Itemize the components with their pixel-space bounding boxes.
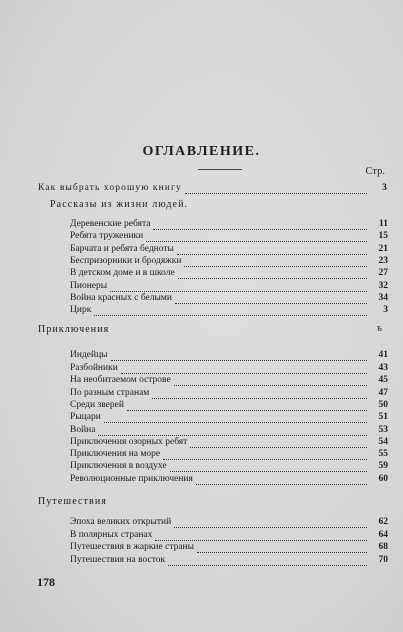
toc-entry bbox=[70, 218, 388, 230]
leader-dots bbox=[197, 543, 367, 553]
leader-dots bbox=[127, 401, 367, 411]
leader-dots bbox=[146, 232, 367, 242]
toc-entry-label: Как выбрать хорошую книгу bbox=[38, 183, 182, 193]
toc-entry-page: 47 bbox=[378, 388, 388, 398]
toc-entry bbox=[70, 399, 388, 411]
leader-dots bbox=[152, 389, 367, 399]
toc-entry-label: Путешествия на восток bbox=[70, 555, 166, 565]
toc-entry bbox=[70, 529, 388, 541]
leader-dots bbox=[153, 220, 367, 230]
section-heading-adventures: Приключения bbox=[38, 324, 110, 335]
toc-entry-label: Приключения на море bbox=[70, 449, 161, 459]
toc-entry-label: В детском доме и в школе bbox=[70, 268, 175, 278]
leader-dots bbox=[155, 531, 367, 541]
page-column-label: Стр. bbox=[365, 166, 385, 177]
leader-dots bbox=[177, 245, 367, 255]
leader-dots bbox=[104, 413, 367, 423]
toc-entry-label: Разбойники bbox=[70, 363, 118, 373]
toc-entry-label: Барчата и ребята бедноты bbox=[70, 244, 174, 254]
toc-entry bbox=[70, 280, 388, 292]
toc-entry-page: 64 bbox=[378, 530, 388, 540]
toc-entry-label: Цирк bbox=[70, 305, 92, 315]
leader-dots bbox=[121, 364, 367, 374]
leader-dots bbox=[163, 450, 367, 460]
toc-entry bbox=[70, 541, 388, 553]
toc-entry-label: Среди зверей bbox=[70, 400, 124, 410]
toc-entry-label: По разным странам bbox=[70, 388, 150, 398]
leader-dots bbox=[170, 462, 367, 472]
toc-entry-label: Эпоха великих открытий bbox=[70, 517, 172, 527]
leader-dots bbox=[94, 306, 367, 316]
toc-entry-label: Пионеры bbox=[70, 281, 108, 291]
toc-entry-page: 60 bbox=[378, 474, 388, 484]
section-heading-travels: Путешествия bbox=[38, 496, 107, 507]
toc-entry-label: Деревенские ребята bbox=[70, 219, 151, 229]
toc-entry bbox=[70, 255, 388, 267]
toc-entry-label: Приключения в воздухе bbox=[70, 461, 167, 471]
title-rule bbox=[198, 169, 242, 170]
toc-entry bbox=[70, 460, 388, 472]
toc-entry-label: Рыцари bbox=[70, 412, 101, 422]
leader-dots bbox=[174, 376, 367, 386]
toc-entry bbox=[70, 374, 388, 386]
toc-entry-page: 27 bbox=[378, 268, 388, 278]
toc-entry bbox=[70, 436, 388, 448]
toc-entry-page: 41 bbox=[378, 350, 388, 360]
toc-entry-page: 3 bbox=[383, 305, 388, 315]
toc-entry bbox=[70, 243, 388, 255]
leader-dots bbox=[111, 351, 367, 361]
toc-entry-label: Беспризорники и бродяжки bbox=[70, 256, 182, 266]
toc-entry-label: Война красных с белыми bbox=[70, 293, 172, 303]
toc-entry bbox=[70, 230, 388, 242]
leader-dots bbox=[110, 282, 367, 292]
toc-entry bbox=[70, 292, 388, 304]
leader-dots bbox=[184, 257, 367, 267]
toc-entry-page: 23 bbox=[378, 256, 388, 266]
toc-entry-page: 54 bbox=[378, 437, 388, 447]
leader-dots bbox=[178, 269, 367, 279]
toc-entry-page: 34 bbox=[378, 293, 388, 303]
toc-entry bbox=[70, 554, 388, 566]
toc-entry-label: В полярных странах bbox=[70, 530, 153, 540]
toc-entry-page: 11 bbox=[379, 219, 388, 229]
leader-dots bbox=[190, 438, 367, 448]
toc-entry-page: 62 bbox=[378, 517, 388, 527]
toc-entry-page: 43 bbox=[378, 363, 388, 373]
section-heading-people: Рассказы из жизни людей. bbox=[50, 199, 189, 210]
toc-entry-page: 51 bbox=[378, 412, 388, 422]
toc-entry bbox=[70, 411, 388, 423]
toc-entry bbox=[70, 304, 388, 316]
toc-entry bbox=[70, 516, 388, 528]
toc-entry-page: 68 bbox=[378, 542, 388, 552]
toc-entry bbox=[70, 362, 388, 374]
toc-entry-page: 32 bbox=[378, 281, 388, 291]
toc-entry-label: Революционные приключения bbox=[70, 474, 193, 484]
toc-entry-page: 55 bbox=[378, 449, 388, 459]
page-number: 178 bbox=[37, 575, 55, 589]
leader-dots bbox=[175, 294, 367, 304]
toc-entry-label: Война bbox=[70, 425, 96, 435]
toc-entry-page: 59 bbox=[378, 461, 388, 471]
toc-entry-page: 45 bbox=[378, 375, 388, 385]
toc-entry-page: 50 bbox=[378, 400, 388, 410]
toc-entry-label: Ребята труженики bbox=[70, 231, 144, 241]
toc-entry-page: 70 bbox=[378, 555, 388, 565]
toc-entry bbox=[70, 473, 388, 485]
margin-mark: ъ bbox=[376, 323, 382, 334]
leader-dots bbox=[185, 184, 367, 194]
leader-dots bbox=[168, 556, 367, 566]
toc-entry bbox=[70, 424, 388, 436]
toc-entry-label: Путешествия в жаркие страны bbox=[70, 542, 195, 552]
toc-entry-intro bbox=[38, 182, 388, 194]
toc-entry-label: На необитаемом острове bbox=[70, 375, 171, 385]
toc-entry-page: 15 bbox=[378, 231, 388, 241]
leader-dots bbox=[196, 475, 367, 485]
toc-entry-page: 53 bbox=[378, 425, 388, 435]
toc-entry-page: 3 bbox=[382, 183, 388, 193]
toc-entry bbox=[70, 448, 388, 460]
page-title: ОГЛАВЛЕНИЕ. bbox=[142, 144, 261, 159]
leader-dots bbox=[174, 518, 367, 528]
toc-entry bbox=[70, 349, 388, 361]
toc-entry-label: Приключения озорных ребят bbox=[70, 437, 188, 447]
toc-entry bbox=[70, 387, 388, 399]
leader-dots bbox=[98, 426, 367, 436]
toc-entry-label: Индейцы bbox=[70, 350, 108, 360]
toc-entry-page: 21 bbox=[378, 244, 388, 254]
toc-entry bbox=[70, 267, 388, 279]
